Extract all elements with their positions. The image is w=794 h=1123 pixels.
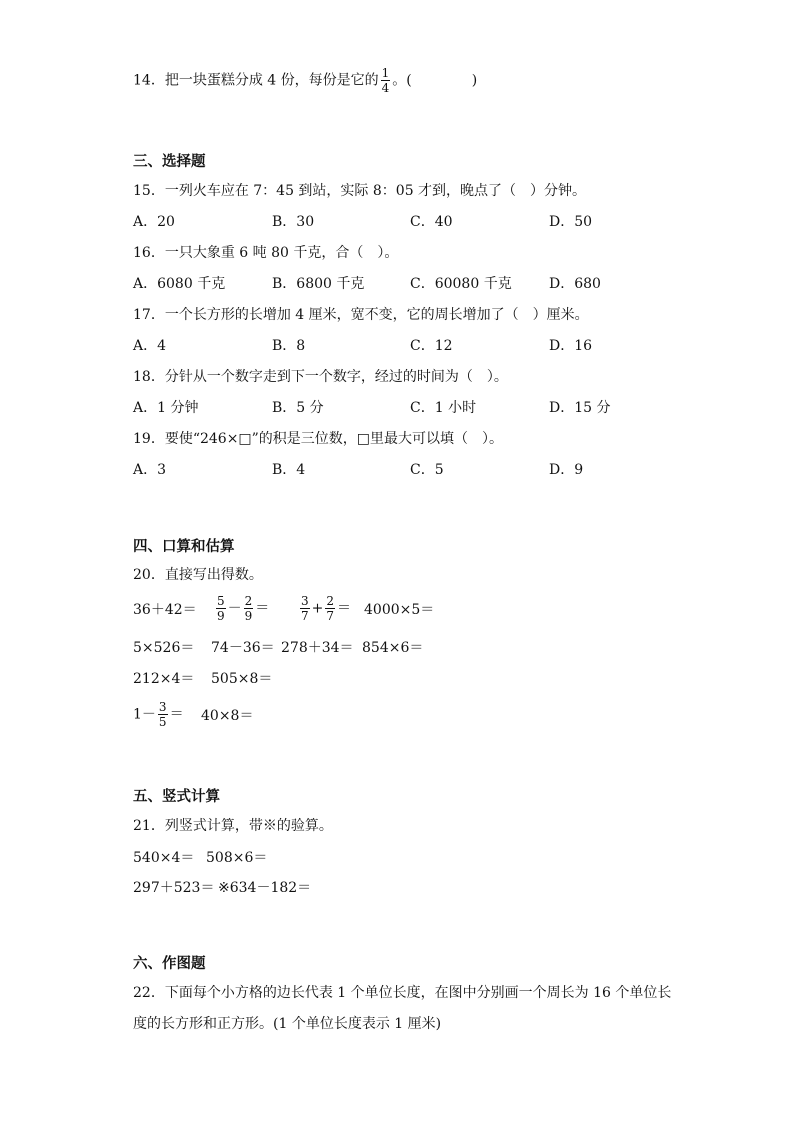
question-17-options	[133, 336, 693, 356]
option-a[interactable]: A．6080 千克	[133, 276, 226, 292]
expression: 508×6＝	[206, 850, 268, 866]
question-19-options	[133, 460, 693, 480]
fraction: $\frac{1}{4}$	[381, 66, 390, 95]
question-22-line-1: 22．下面每个小方格的边长代表 1 个单位长度，在图中分别画一个周长为 16 个单位长	[133, 985, 672, 1001]
section-title-vertical-calc: 五、竖式计算	[133, 789, 220, 805]
expression: 297＋523＝	[133, 880, 215, 896]
option-c[interactable]: C．5	[410, 462, 444, 478]
option-d[interactable]: D．15 分	[549, 400, 611, 416]
option-b[interactable]: B．30	[272, 214, 315, 230]
expression: ※634－182＝	[218, 880, 312, 896]
question-18: 18．分针从一个数字走到下一个数字，经过的时间为（ ）。	[133, 369, 508, 385]
option-a[interactable]: A．4	[133, 338, 167, 354]
question-14-text: 14．把一块蛋糕分成 4 份，每份是它的	[133, 72, 379, 89]
option-d[interactable]: D．9	[549, 462, 584, 478]
expression: 278＋34＝	[281, 640, 354, 656]
option-a[interactable]: A．20	[133, 214, 175, 230]
expression: 4000×5＝	[364, 602, 435, 618]
option-d[interactable]: D．50	[549, 214, 593, 230]
question-15-options	[133, 212, 693, 232]
option-a[interactable]: A．3	[133, 462, 167, 478]
expression-fraction: 1－ $\frac{3}{5}$ ＝	[133, 700, 184, 729]
option-b[interactable]: B．8	[272, 338, 306, 354]
expression: 40×8＝	[201, 708, 254, 724]
question-16-options	[133, 274, 693, 294]
option-c[interactable]: C．40	[410, 214, 453, 230]
option-c[interactable]: C．12	[410, 338, 453, 354]
expression: 36＋42＝	[133, 602, 197, 618]
question-15: 15．一列火车应在 7：45 到站，实际 8：05 才到，晚点了（ ）分钟。	[133, 183, 587, 199]
section-title-drawing: 六、作图题	[133, 956, 206, 972]
question-22-line-2: 度的长方形和正方形。(1 个单位长度表示 1 厘米)	[133, 1016, 442, 1032]
expression: 212×4＝	[133, 671, 195, 687]
question-16: 16．一只大象重 6 吨 80 千克，合（ ）。	[133, 245, 399, 261]
question-14: 14．把一块蛋糕分成 4 份，每份是它的 $\frac{1}{4}$ 。( )	[133, 66, 478, 95]
question-18-options	[133, 398, 693, 418]
question-17: 17．一个长方形的长增加 4 厘米，宽不变，它的周长增加了（ ）厘米。	[133, 307, 589, 323]
expression: 5×526＝	[133, 640, 195, 656]
section-title-mental-math: 四、口算和估算	[133, 539, 235, 555]
expression: 74－36＝	[211, 640, 275, 656]
section-title-choice: 三、选择题	[133, 154, 206, 170]
expression-fraction: $\frac{3}{7}$ + $\frac{2}{7}$ ＝	[301, 594, 352, 623]
question-21: 21．列竖式计算，带※的验算。	[133, 818, 333, 834]
expression-fraction: $\frac{5}{9}$ － $\frac{2}{9}$ ＝	[217, 594, 270, 623]
expression: 854×6＝	[362, 640, 424, 656]
option-a[interactable]: A．1 分钟	[133, 400, 199, 416]
option-d[interactable]: D．680	[549, 276, 601, 292]
expression: 505×8＝	[211, 671, 273, 687]
question-20: 20．直接写出得数。	[133, 567, 263, 583]
expression: 540×4＝	[133, 850, 195, 866]
option-c[interactable]: C．1 小时	[410, 400, 477, 416]
option-c[interactable]: C．60080 千克	[410, 276, 512, 292]
option-b[interactable]: B．5 分	[272, 400, 324, 416]
option-d[interactable]: D．16	[549, 338, 593, 354]
option-b[interactable]: B．6800 千克	[272, 276, 365, 292]
question-19: 19．要使“246×□”的积是三位数，□里最大可以填（ ）。	[133, 431, 504, 447]
option-b[interactable]: B．4	[272, 462, 306, 478]
